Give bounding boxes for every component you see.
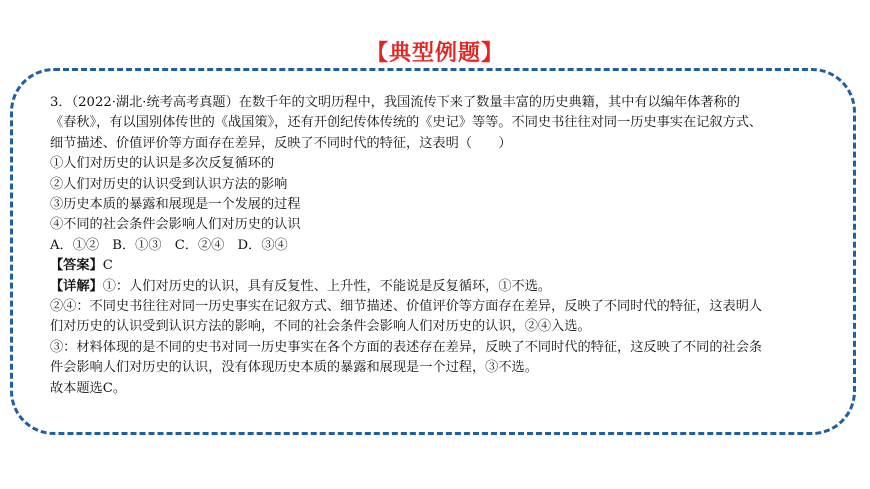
answer-label: 【答案】 xyxy=(50,258,103,274)
question-stem-line: 《春秋》，有以国别体传世的《战国策》，还有开创纪传体传统的《史记》等等。不同史书往往对同一历史事实在记叙方式、 xyxy=(50,115,763,131)
explanation-text: ③：材料体现的是不同的史书对同一历史事实在各个方面的表述存在差异，反映了不同时代的特征，这反映了不同的社会条 xyxy=(50,339,763,355)
option-statement-3: ③历史本质的暴露和展现是一个发展的过程 xyxy=(50,197,301,213)
question-stem-line: 细节描述、价值评价等方面存在差异，反映了不同时代的特征，这表明（ ） xyxy=(50,135,512,151)
answer-value: C xyxy=(102,258,113,274)
explanation-text: 件会影响人们对历史的认识，没有体现历史本质的暴露和展现是一个过程，③不选。 xyxy=(50,360,538,376)
explanation-label: 【详解】 xyxy=(50,278,103,294)
section-title: 【典型例题】 xyxy=(365,41,504,66)
explanation-text: ②④：不同史书往往对同一历史事实在记叙方式、细节描述、价值评价等方面存在差异，反映了不同时代的特征，这表明人 xyxy=(50,299,763,315)
question-content xyxy=(50,93,840,399)
conclusion-text: 故本题选C。 xyxy=(50,380,127,396)
explanation-text: 们对历史的认识受到认识方法的影响，不同的社会条件会影响人们对历史的认识，②④入选。 xyxy=(50,319,591,335)
option-statement-2: ②人们对历史的认识受到认识方法的影响 xyxy=(50,176,288,192)
explanation-line xyxy=(50,277,840,297)
question-stem-line: 3．（2022·湖北·统考高考真题）在数千年的文明历程中，我国流传下来了数量丰富的历史典籍，其中有以编年体著称的 xyxy=(50,95,740,110)
answer-line xyxy=(50,256,840,276)
explanation-text: ①：人们对历史的认识，具有反复性、上升性，不能说是反复循环，①不选。 xyxy=(102,278,552,294)
option-statement-1: ①人们对历史的认识是多次反复循环的 xyxy=(50,156,275,172)
answer-choices: A．①② B．①③ C．②④ D．③④ xyxy=(50,237,288,253)
option-statement-4: ④不同的社会条件会影响人们对历史的认识 xyxy=(50,217,301,233)
